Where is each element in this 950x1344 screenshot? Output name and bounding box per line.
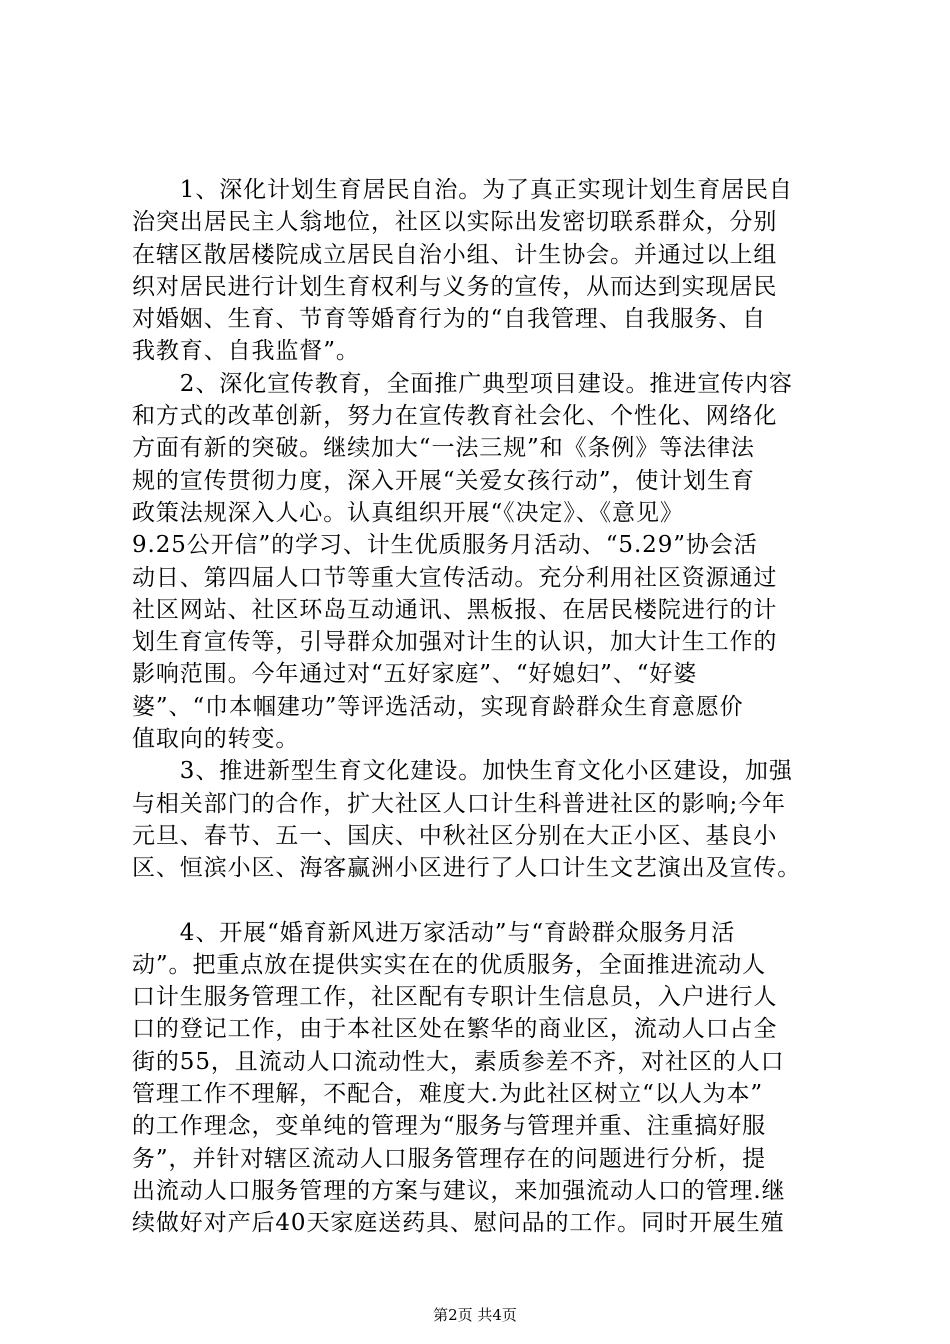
paragraph-2 <box>132 368 832 756</box>
paragraph-3 <box>132 755 832 884</box>
text-line: 的工作理念，变单纯的管理为“服务与管理并重、注重搞好服 <box>132 1113 767 1140</box>
text-line: 我教育、自我监督”。 <box>132 338 360 365</box>
text-line: 口的登记工作，由于本社区处在繁华的商业区，流动人口占全 <box>132 1016 778 1043</box>
text-line: 管理工作不理解，不配合，难度大.为此社区树立“以人为本” <box>132 1081 764 1108</box>
text-line: 在辖区散居楼院成立居民自治小组、计生协会。并通过以上组 <box>132 241 778 268</box>
text-line: 婆”、“巾本帼建功”等评选活动，实现育龄群众生育意愿价 <box>132 693 744 720</box>
text-line: 值取向的转变。 <box>132 726 300 753</box>
text-line: 出流动人口服务管理的方案与建议，来加强流动人口的管理.继 <box>132 1177 786 1204</box>
text-line: 4、开展“婚育新风进万家活动”与“育龄群众服务月活 <box>132 919 736 946</box>
text-line: 和方式的改革创新，努力在宣传教育社会化、个性化、网络化 <box>132 403 778 430</box>
document-body <box>132 174 832 1240</box>
text-line: 划生育宣传等，引导群众加强对计生的认识，加大计生工作的 <box>132 629 778 656</box>
text-line: 2、深化宣传教育，全面推广典型项目建设。推进宣传内容 <box>132 370 793 397</box>
paragraph-1 <box>132 174 832 368</box>
text-line: 影响范围。今年通过对“五好家庭”、“好媳妇”、“好婆 <box>132 661 698 688</box>
text-line: 续做好对产后40天家庭送药具、慰问品的工作。同时开展生殖 <box>132 1210 785 1237</box>
text-line: 动日、第四届人口节等重大宣传活动。充分利用社区资源通过 <box>132 564 778 591</box>
text-line: 9.25公开信”的学习、计生优质服务月活动、“5.29”协会活 <box>132 532 758 559</box>
paragraph-4 <box>132 917 832 1240</box>
text-line: 3、推进新型生育文化建设。加快生育文化小区建设，加强 <box>132 758 793 785</box>
text-line: 街的55，且流动人口流动性大，素质参差不齐，对社区的人口 <box>132 1048 785 1075</box>
text-line: 治突出居民主人翁地位，社区以实际出发密切联系群众，分别 <box>132 209 778 236</box>
text-line: 动”。把重点放在提供实实在在的优质服务，全面推进流动人 <box>132 951 767 978</box>
paragraph-spacer <box>132 885 832 917</box>
text-line: 规的宣传贯彻力度，深入开展“关爱女孩行动”，使计划生育 <box>132 467 755 494</box>
text-line: 口计生服务管理工作，社区配有专职计生信息员，入户进行人 <box>132 984 778 1011</box>
text-line: 社区网站、社区环岛互动通讯、黑板报、在居民楼院进行的计 <box>132 596 778 623</box>
text-line: 政策法规深入人心。认真组织开展“《决定》、《意见》 <box>132 499 684 526</box>
text-line: 对婚姻、生育、节育等婚育行为的“自我管理、自我服务、自 <box>132 306 767 333</box>
text-line: 方面有新的突破。继续加大“一法三规”和《条例》等法律法 <box>132 435 755 462</box>
text-line: 务”，并针对辖区流动人口服务管理存在的问题进行分析，提 <box>132 1145 767 1172</box>
text-line: 区、恒滨小区、海客赢洲小区进行了人口计生文艺演出及宣传。 <box>132 855 802 882</box>
text-line: 织对居民进行计划生育权利与义务的宣传，从而达到实现居民 <box>132 273 778 300</box>
text-line: 与相关部门的合作，扩大社区人口计生科普进社区的影响;今年 <box>132 790 786 817</box>
text-line: 1、深化计划生育居民自治。为了真正实现计划生育居民自 <box>132 177 793 203</box>
page-number-footer: 第2页 共4页 <box>433 1306 517 1324</box>
text-line: 元旦、春节、五一、国庆、中秋社区分别在大正小区、基良小 <box>132 822 778 849</box>
